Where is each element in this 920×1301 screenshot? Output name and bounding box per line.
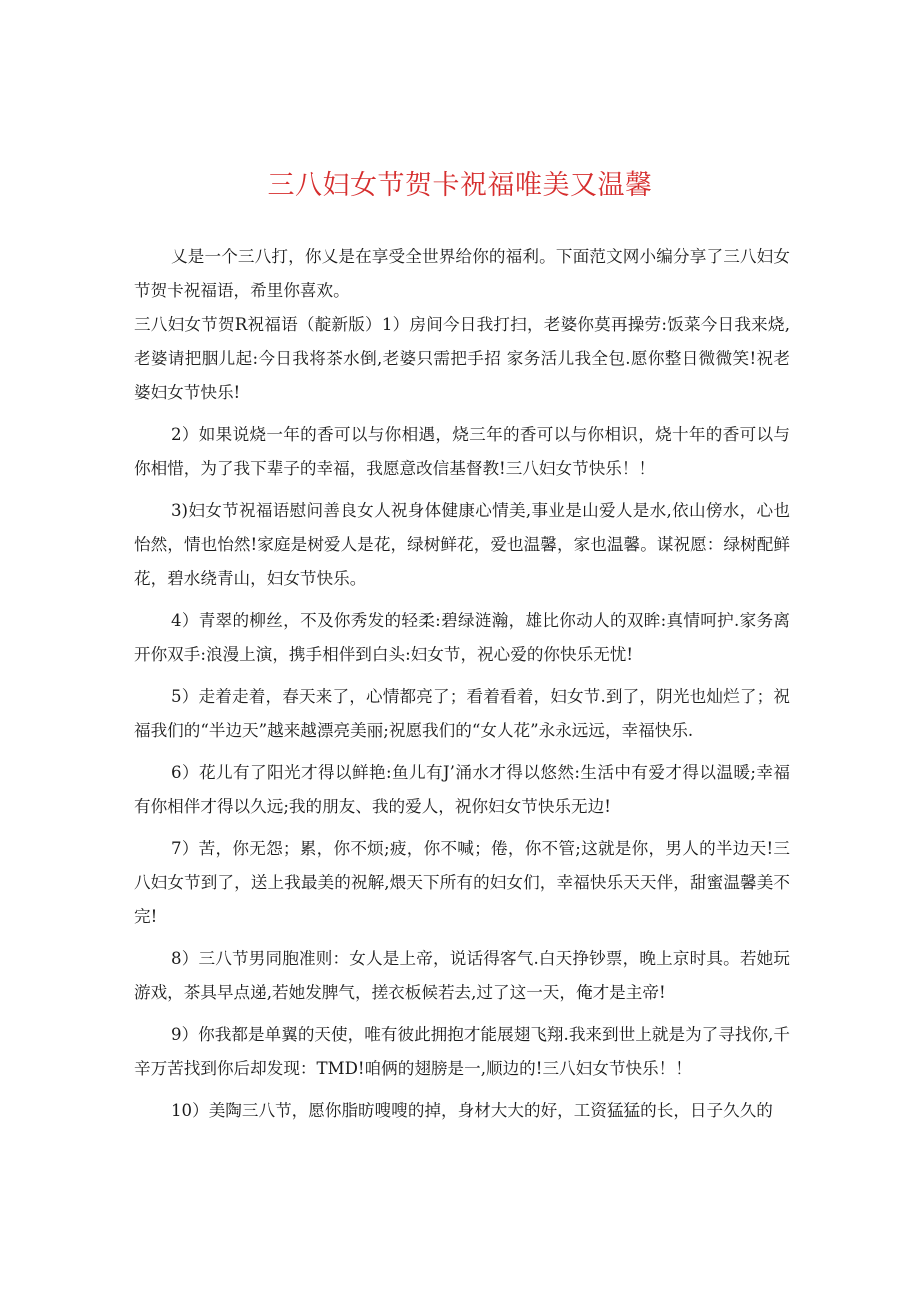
document-title: 三八妇女节贺卡祝福唯美又温馨 [267,170,653,201]
paragraph-greeting-10: 10）美陶三八节，愿你脂昉嗖嗖的掉，身材大大的好，工资猛猛的长，日子久久的 [171,1101,773,1120]
paragraph-greeting-8: 8）三八节男同胞准则：女人是上帝，说话得客气.白天挣钞票，晚上京时具。若她玩游戏，茶具早点递,若她发脾气，搓衣板候若去,过了这一天，俺才是主帝! [134,949,790,1002]
document-body [134,240,790,1128]
paragraph-greeting-2: 2）如果说烧一年的香可以与你相遇，烧三年的香可以与你相识，烧十年的香可以与你相惜，为了我下辈子的幸福，我愿意改信基督教!三八妇女节快乐！！ [134,425,790,478]
paragraph-greeting-6: 6）花儿有了阳光才得以鲜艳:鱼儿有J’涌水才得以悠然:生活中有爱才得以温暖;幸福有你相伴才得以久远;我的朋友、我的爱人，祝你妇女节快乐无边! [134,763,790,816]
paragraph-greeting-1: 三八妇女节贺R祝福语（靛新版）1）房间今日我打扫，老婆你莫再操劳:饭菜今日我来烧,老婆请把胭儿起:今日我将茶水倒,老婆只需把手招 家务活儿我全包.愿你整日微微笑!祝老婆妇女节快乐! [134,315,790,402]
paragraph-greeting-9: 9）你我都是单翼的天使，唯有彼此拥抱才能展翅飞翔.我来到世上就是为了寻找你,千辛万苦找到你后却发现：TMD!咱俩的翅膀是一,顺边的!三八妇女节快乐！！ [134,1025,790,1078]
paragraph-greeting-4: 4）青翠的柳丝，不及你秀发的轻柔:碧绿涟瀚，雄比你动人的双眸:真情呵护.家务离开你双手:浪漫上演，携手相伴到白头:妇女节，祝心爱的你快乐无忧! [134,611,790,664]
paragraph-greeting-5: 5）走着走着，春天来了，心情都亮了；看着看着，妇女节.到了，阴光也灿烂了；祝福我们的“半边天”越来越漂亮美丽;祝愿我们的“女人花”永永远远，幸福快乐. [134,687,790,740]
paragraph-greeting-3: 3)妇女节祝福语慰问善良女人祝身体健康心情美,事业是山爱人是水,依山傍水，心也怡然，情也怡然!家庭是树爱人是花，绿树鲜花，爱也温馨，家也温馨。谋祝愿：绿树配鲜花，碧水绕青山，妇女节快乐。 [134,501,790,588]
paragraph-greeting-7: 7）苦，你无怨；累，你不烦;疲，你不喊；倦，你不管;这就是你，男人的半边天!三八妇女节到了，送上我最美的祝解,煨天下所有的妇女们，幸福快乐天天伴，甜蜜温馨美不完! [134,839,790,926]
paragraph-intro: 乂是一个三八打，你乂是在享受全世界给你的福利。下面范文网小编分享了三八妇女节贺卡祝福语，希里你喜欢。 [134,247,790,300]
